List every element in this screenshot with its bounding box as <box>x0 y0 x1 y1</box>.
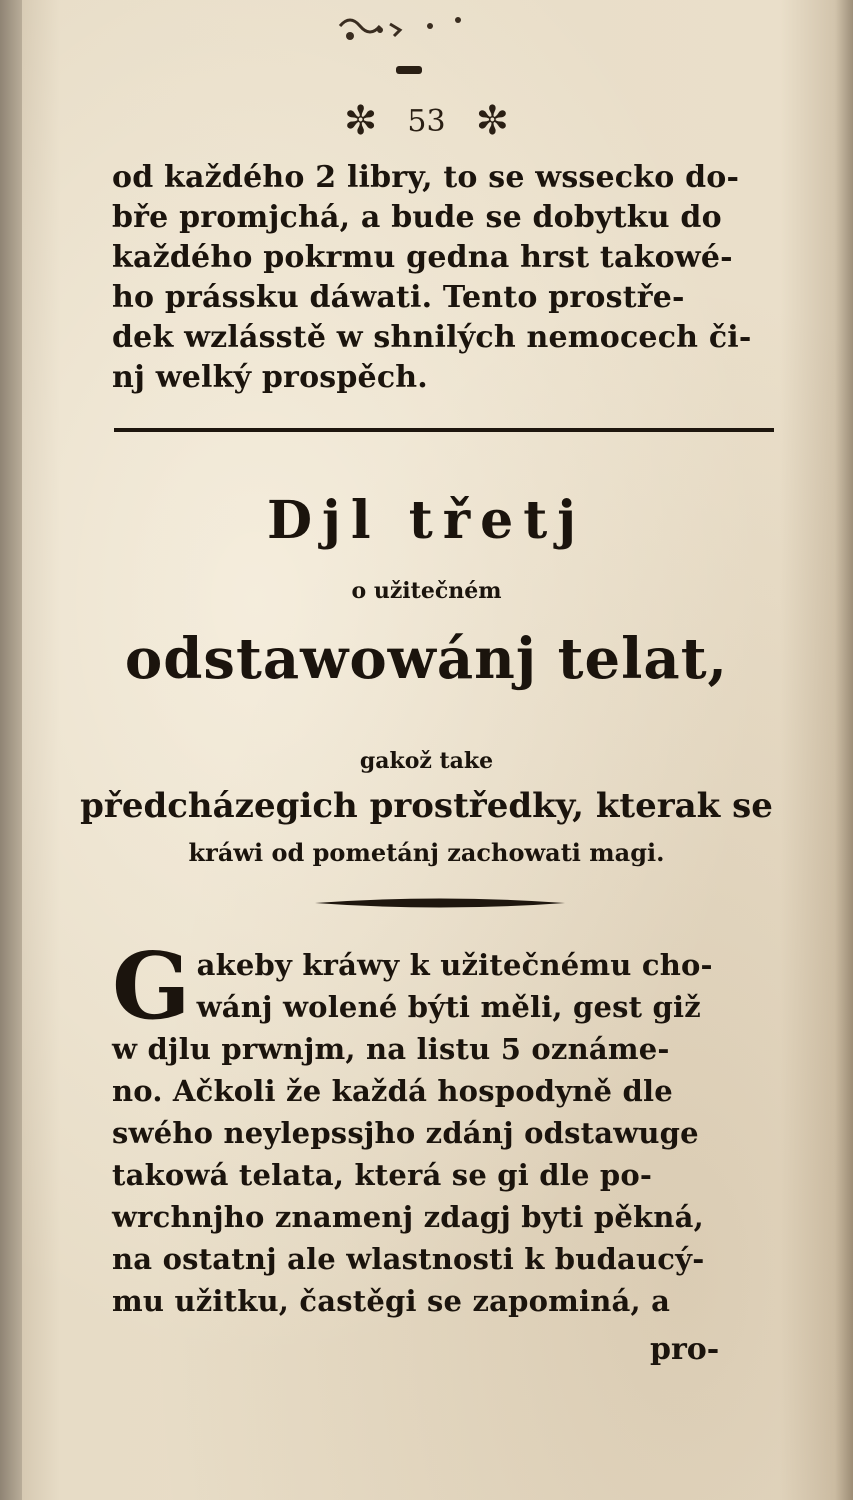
text-line: akeby kráwy k užitečnému cho- <box>196 948 713 982</box>
header-ornament-right: ✼ <box>475 98 510 144</box>
text-line: od každého 2 libry, to se wssecko do- <box>112 160 740 195</box>
page-number: 53 <box>407 103 446 139</box>
top-paragraph <box>112 158 776 398</box>
text-line: ho prássku dáwati. Tento prostře- <box>112 280 685 315</box>
ornamental-divider <box>315 896 565 910</box>
header-ornament-left: ✼ <box>343 98 378 144</box>
title-intro: o užitečném <box>351 578 502 604</box>
text-line: bře promjchá, a bude se dobytku do <box>112 200 722 235</box>
subtitle-line-2: kráwi od pometánj zachowati magi. <box>188 838 665 867</box>
text-line: wrchnjho znamenj zdagj byti pěkná, <box>112 1200 704 1234</box>
subtitle-line-1: předcházegich prostředky, kterak se <box>80 786 773 826</box>
ink-smudge-ornament <box>320 6 480 86</box>
text-line: každého pokrmu gedna hrst takowé- <box>112 240 733 275</box>
body-paragraph <box>112 932 776 1322</box>
text-line: w djlu prwnjm, na listu 5 oznáme- <box>112 1032 670 1066</box>
text-line: no. Ačkoli že každá hospodyně dle <box>112 1074 673 1108</box>
text-line: na ostatnj ale wlastnosti k budaucý- <box>112 1242 705 1276</box>
title-connector: gakož take <box>359 748 494 774</box>
chapter-title: odstawowánj telat, <box>124 626 729 692</box>
text-line: takowá telata, která se gi dle po- <box>112 1158 653 1192</box>
text-line: wánj wolené býti měli, gest giž <box>196 990 701 1024</box>
drop-cap: G <box>112 932 191 1040</box>
page-header <box>0 96 853 146</box>
catchword: pro- <box>650 1332 720 1367</box>
text-line: swého neylepssjho zdánj odstawuge <box>112 1116 699 1150</box>
part-title: Djl třetj <box>266 490 587 551</box>
text-line: mu užitku, častěgi se zapominá, a <box>112 1284 671 1318</box>
text-line: dek wzlásstě w shnilých nemocech či- <box>112 320 752 355</box>
text-line: nj welký prospěch. <box>112 360 428 395</box>
section-rule <box>114 428 774 432</box>
